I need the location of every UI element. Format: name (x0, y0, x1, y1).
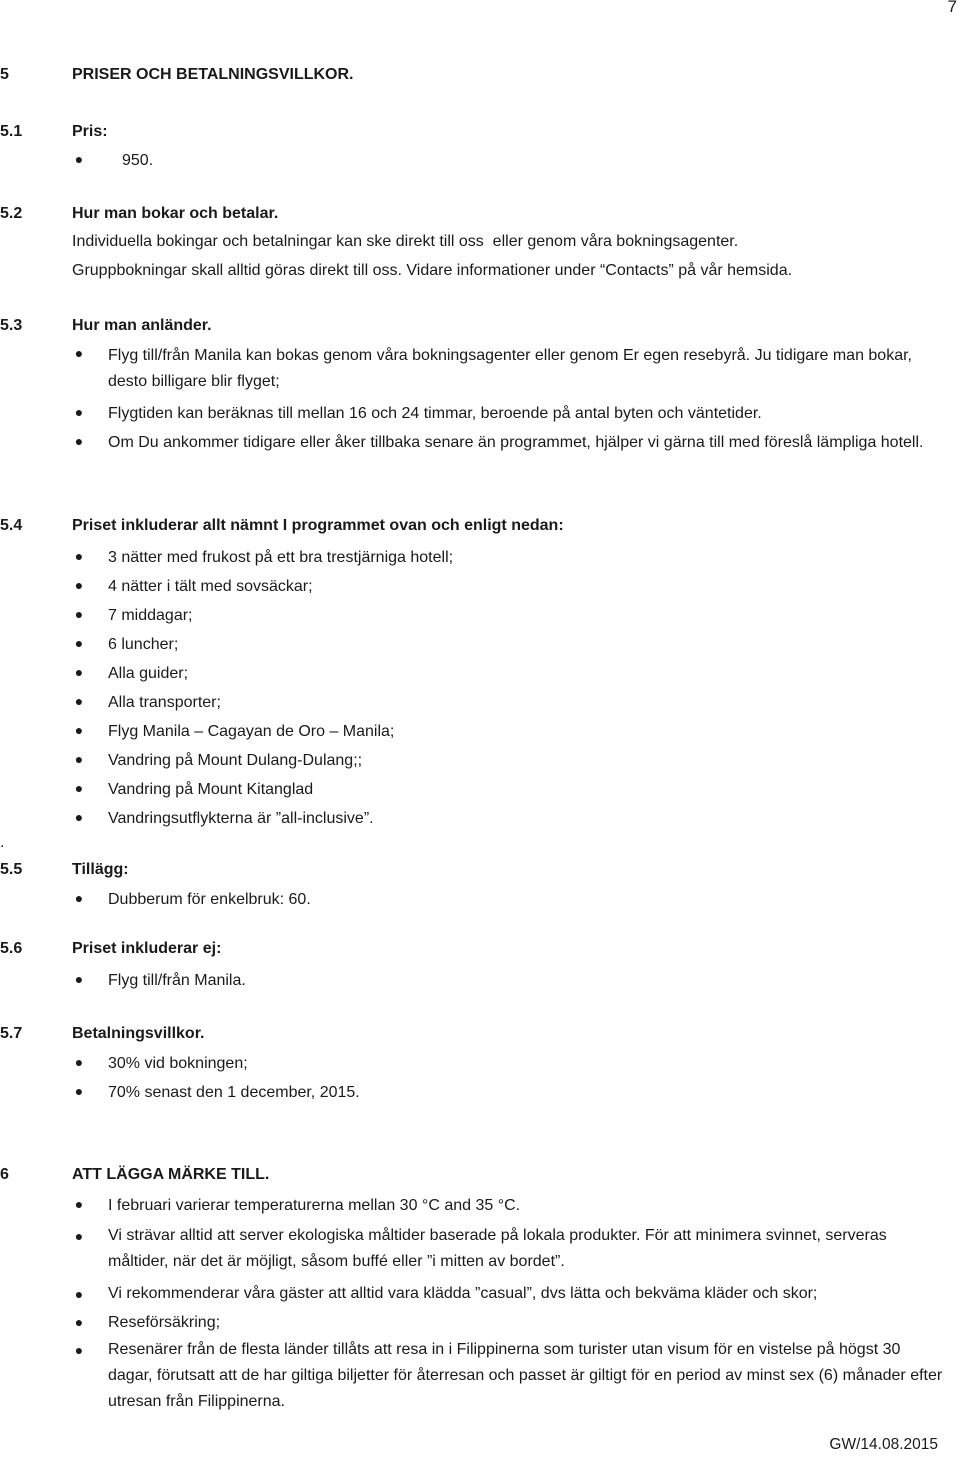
bullet-dot: ● (74, 1342, 84, 1358)
bullet-dot: ● (74, 1314, 84, 1330)
payment-item: 30% vid bokningen; (108, 1055, 248, 1072)
bullet-dot: ● (74, 722, 84, 738)
included-item: Flyg Manila – Cagayan de Oro – Manila; (108, 723, 395, 740)
bullet-dot: ● (74, 1196, 84, 1212)
bullet-dot: ● (74, 1083, 84, 1099)
section-5-4-title: Priset inkluderar allt nämnt I programmet ovan och enligt nedan: (72, 517, 564, 534)
section-5-1-title: Pris: (72, 123, 108, 140)
section-5-3-title: Hur man anländer. (72, 317, 212, 334)
included-item: Alla guider; (108, 665, 189, 682)
section-5-4-number: 5.4 (0, 517, 23, 534)
bullet-dot: ● (74, 606, 84, 622)
footer-signature: GW/14.08.2015 (829, 1436, 938, 1453)
included-item: 6 luncher; (108, 636, 179, 653)
note-item: Reseförsäkring; (108, 1314, 221, 1331)
included-item: Alla transporter; (108, 694, 221, 711)
section-5-2-number: 5.2 (0, 205, 23, 222)
note-item: Resenärer från de flesta länder tillåts att resa in i Filippinerna som turister utan visum för en vistelse på högst 30 dagar, förutsatt att de har giltiga biljetter för återresan och passet är giltigt för en period av minst sex (6) månader efter utresan från Filippinerna. (108, 1341, 943, 1410)
arrival-item: Flygtiden kan beräknas till mellan 16 och 24 timmar, beroende på antal byten och väntetider. (108, 405, 762, 422)
included-item: Vandring på Mount Kitanglad (108, 781, 314, 798)
included-item: 7 middagar; (108, 607, 193, 624)
bullet-dot: ● (74, 971, 84, 987)
price-item: 950. (122, 152, 154, 169)
stray-period: . (0, 834, 5, 851)
section-6-number: 6 (0, 1166, 9, 1183)
bullet-dot: ● (74, 809, 84, 825)
section-5-1-number: 5.1 (0, 123, 23, 140)
section-5-5-title: Tillägg: (72, 861, 129, 878)
booking-line-2: Gruppbokningar skall alltid göras direkt till oss. Vidare informationer under “Contacts” på vår hemsida. (72, 262, 793, 279)
bullet-dot: ● (74, 577, 84, 593)
arrival-item: Om Du ankommer tidigare eller åker tillbaka senare än programmet, hjälper vi gärna till med föreslå lämpliga hotell. (108, 434, 924, 451)
section-5-7-title: Betalningsvillkor. (72, 1025, 205, 1042)
bullet-dot: ● (74, 433, 84, 449)
bullet-dot: ● (74, 664, 84, 680)
note-item: Vi strävar alltid att server ekologiska måltider baserade på lokala produkter. För att minimera svinnet, serveras måltider, när det är möjligt, såsom buffé eller ”i mitten av bordet”. (108, 1227, 887, 1270)
section-5-6-title: Priset inkluderar ej: (72, 940, 222, 957)
bullet-dot: ● (74, 404, 84, 420)
bullet-dot: ● (74, 1054, 84, 1070)
note-item: I februari varierar temperaturerna mellan 30 °C and 35 °C. (108, 1197, 521, 1214)
booking-line-1: Individuella bokingar och betalningar kan ske direkt till oss eller genom våra bokningsagenter. (72, 233, 739, 250)
section-5-number: 5 (0, 66, 9, 83)
note-item: Vi rekommenderar våra gäster att alltid vara klädda ”casual”, dvs lätta och bekväma kläder och skor; (108, 1285, 818, 1302)
bullet-dot: ● (74, 890, 84, 906)
section-5-2-title: Hur man bokar och betalar. (72, 205, 279, 222)
supplement-item: Dubberum för enkelbruk: 60. (108, 891, 311, 908)
arrival-item: Flyg till/från Manila kan bokas genom våra bokningsagenter eller genom Er egen resebyrå. Ju tidigare man bokar, desto billigare blir flyget; (108, 347, 912, 390)
page-number: 7 (947, 0, 957, 16)
included-item: Vandring på Mount Dulang-Dulang;; (108, 752, 363, 769)
section-5-6-number: 5.6 (0, 940, 23, 957)
included-item: 3 nätter med frukost på ett bra trestjärniga hotell; (108, 549, 454, 566)
payment-item: 70% senast den 1 december, 2015. (108, 1084, 360, 1101)
section-5-title: PRISER OCH BETALNINGSVILLKOR. (72, 66, 354, 83)
section-5-3-number: 5.3 (0, 317, 23, 334)
bullet-dot: ● (74, 751, 84, 767)
section-5-5-number: 5.5 (0, 861, 23, 878)
bullet-dot: ● (74, 1228, 84, 1244)
bullet-dot: ● (74, 780, 84, 796)
excluded-item: Flyg till/från Manila. (108, 972, 246, 989)
section-5-7-number: 5.7 (0, 1025, 23, 1042)
bullet-dot: ● (74, 151, 84, 167)
included-item: 4 nätter i tält med sovsäckar; (108, 578, 313, 595)
included-item: Vandringsutflykterna är ”all-inclusive”. (108, 810, 374, 827)
bullet-dot: ● (74, 693, 84, 709)
bullet-dot: ● (74, 548, 84, 564)
bullet-dot: ● (74, 635, 84, 651)
section-6-title: ATT LÄGGA MÄRKE TILL. (72, 1166, 270, 1183)
bullet-dot: ● (74, 345, 84, 361)
bullet-dot: ● (74, 1286, 84, 1302)
